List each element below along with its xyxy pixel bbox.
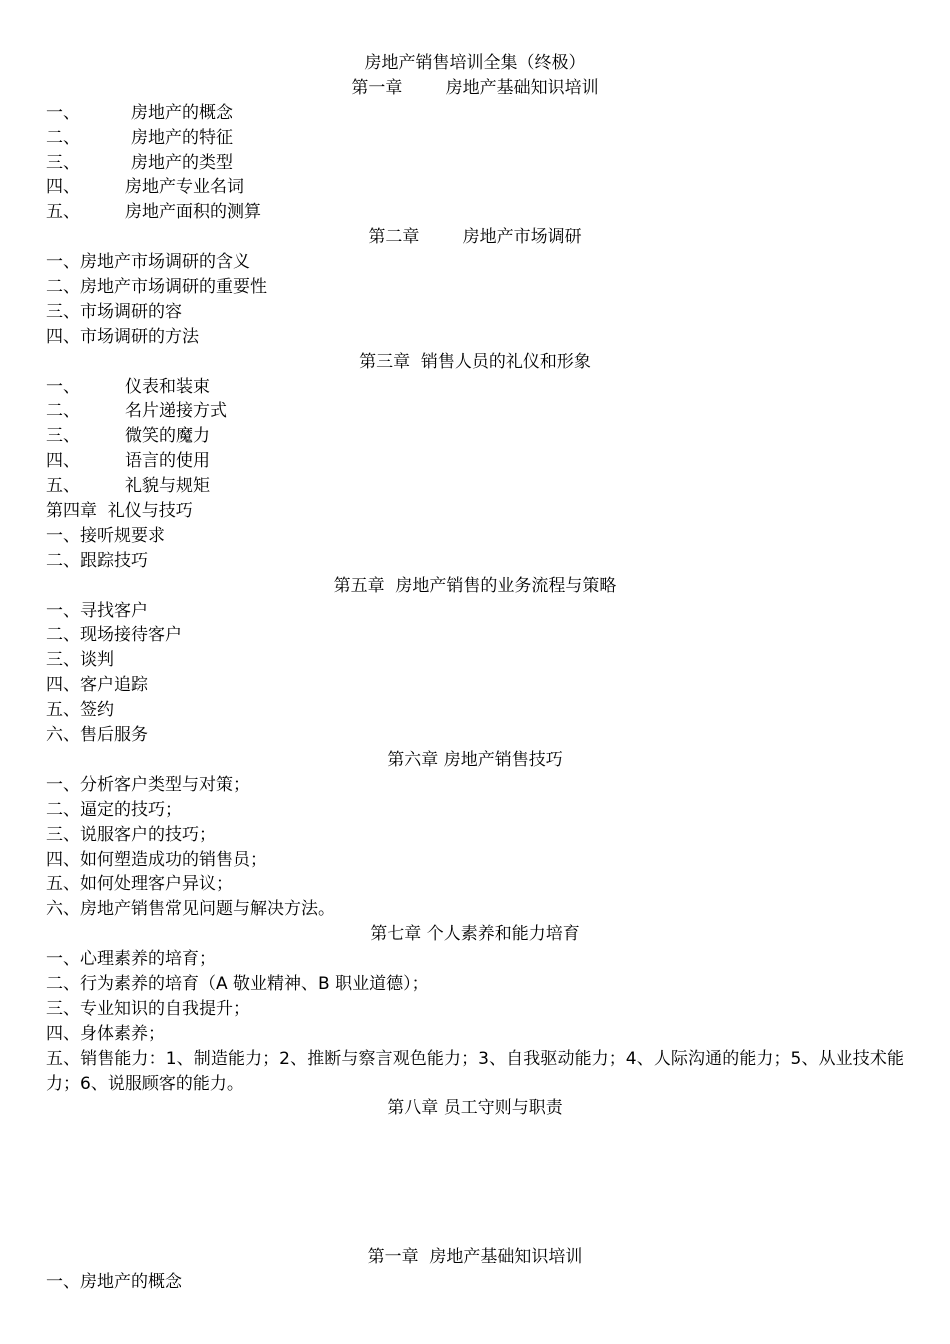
- toc-chapter-2-heading: 第二章 房地产市场调研: [368, 227, 582, 248]
- toc-item: 三、谈判: [46, 650, 114, 671]
- toc-item-text: 房地产的概念: [131, 102, 233, 123]
- toc-item: 二、跟踪技巧: [46, 550, 148, 571]
- toc-item: 二、现场接待客户: [46, 625, 182, 646]
- toc-chapter-4-heading: 第四章 礼仪与技巧: [46, 501, 193, 522]
- toc-item: 四、市场调研的方法: [46, 326, 199, 347]
- toc-item: 六、房地产销售常见问题与解决方法。: [46, 899, 335, 920]
- toc-item-number: 一、: [46, 376, 80, 397]
- toc-chapter-3-heading: 第三章 销售人员的礼仪和形象: [359, 351, 591, 372]
- toc-chapter-1-heading: 第一章 房地产基础知识培训: [351, 77, 599, 98]
- toc-item-number: 五、: [46, 202, 80, 223]
- toc-item-text: 仪表和装束: [125, 376, 210, 397]
- toc-item-text: 礼貌与规矩: [125, 476, 210, 497]
- toc-item: 五、如何处理客户异议；: [46, 874, 233, 895]
- toc-item: [46, 375, 904, 400]
- toc-item-number: 四、: [46, 451, 80, 472]
- toc-chapter-8-heading: 第八章 员工守则与职责: [387, 1098, 563, 1119]
- page-gap: [46, 1121, 904, 1245]
- toc-item: 一、寻找客户: [46, 600, 148, 621]
- toc-chapter-6-heading: 第六章 房地产销售技巧: [387, 749, 563, 770]
- toc-item-text: 名片递接方式: [125, 401, 227, 422]
- toc-item: 五、签约: [46, 700, 114, 721]
- body-chapter-1-heading: 第一章 房地产基础知识培训: [367, 1247, 583, 1268]
- toc-item-text: 房地产的特征: [131, 127, 233, 148]
- toc-item: [46, 101, 904, 126]
- toc-item: 一、接听规要求: [46, 525, 165, 546]
- toc-item: 三、市场调研的容: [46, 301, 182, 322]
- toc-item: 二、房地产市场调研的重要性: [46, 277, 267, 298]
- toc-item-number: 三、: [46, 152, 80, 173]
- toc-item: [46, 175, 904, 200]
- toc-item-number: 三、: [46, 426, 80, 447]
- toc-item: [46, 474, 904, 499]
- toc-item: 一、房地产市场调研的含义: [46, 252, 250, 273]
- document-title: 房地产销售培训全集（终极）: [364, 53, 586, 73]
- toc-item-number: 一、: [46, 102, 80, 123]
- toc-item: 四、客户追踪: [46, 675, 148, 696]
- toc-item: 四、身体素养；: [46, 1023, 165, 1044]
- toc-item: [46, 151, 904, 176]
- toc-item: 五、销售能力：1、制造能力；2、推断与察言观色能力；3、自我驱动能力；4、人际沟通的能力；5、从业技术能力；6、说服顾客的能力。: [46, 1048, 904, 1094]
- toc-item: 二、行为素养的培育（A 敬业精神、B 职业道德）；: [46, 973, 429, 994]
- toc-chapter-5-heading: 第五章 房地产销售的业务流程与策略: [333, 575, 617, 596]
- toc-item-number: 五、: [46, 476, 80, 497]
- toc-item-number: 二、: [46, 127, 80, 148]
- toc-item-text: 微笑的魔力: [125, 426, 210, 447]
- toc-item: 二、逼定的技巧；: [46, 799, 182, 820]
- toc-item: 一、心理素养的培育；: [46, 949, 216, 970]
- toc-item: 四、如何塑造成功的销售员；: [46, 849, 267, 870]
- toc-item: 一、分析客户类型与对策；: [46, 774, 250, 795]
- toc-item: [46, 399, 904, 424]
- body-section-heading: 一、房地产的概念: [46, 1272, 182, 1293]
- toc-item-number: 二、: [46, 401, 80, 422]
- toc-item: [46, 126, 904, 151]
- toc-item: [46, 449, 904, 474]
- toc-item: [46, 200, 904, 225]
- toc-item: [46, 424, 904, 449]
- toc-item: 三、专业知识的自我提升；: [46, 998, 250, 1019]
- toc-item: 六、售后服务: [46, 725, 148, 746]
- toc-item-text: 房地产的类型: [131, 152, 233, 173]
- toc-item-text: 语言的使用: [125, 451, 210, 472]
- toc-item-text: 房地产专业名词: [125, 177, 244, 198]
- toc-item-number: 四、: [46, 177, 80, 198]
- toc-item: 三、说服客户的技巧；: [46, 824, 216, 845]
- toc-chapter-7-heading: 第七章 个人素养和能力培育: [370, 924, 580, 945]
- toc-item-text: 房地产面积的测算: [125, 202, 261, 223]
